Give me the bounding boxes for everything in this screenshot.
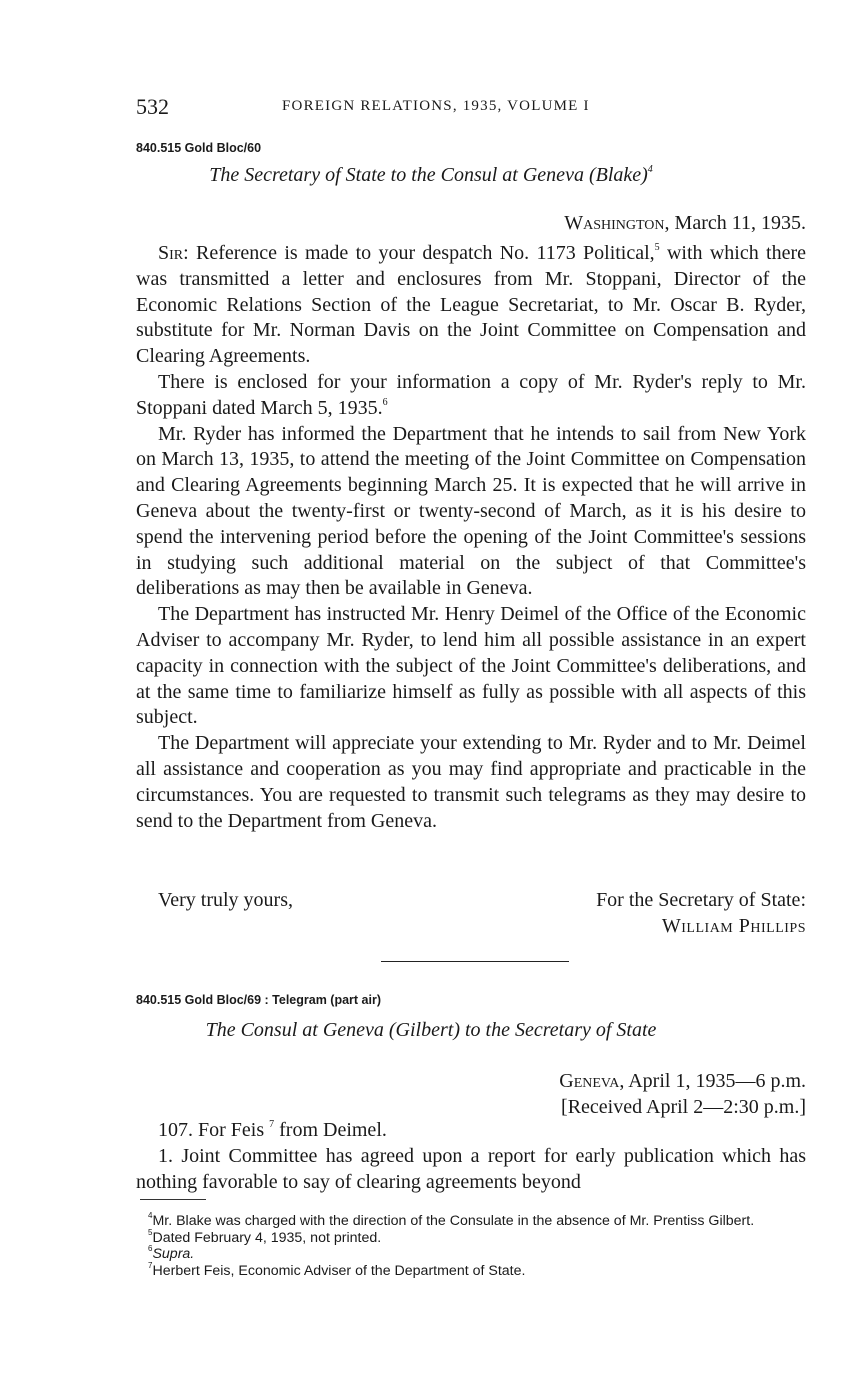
signature: William Phillips: [661, 915, 806, 937]
document-title-1: [0, 164, 862, 187]
dateline-1: [564, 210, 806, 236]
dateline-place-1: Washington: [564, 212, 665, 234]
footnote-4: $^4$Mr. Blake was charged with the direction of the Consulate in the absence of Mr. Prentiss Gilbert.: [148, 1211, 755, 1229]
dateline-date-2: , April 1, 1935—6 p.m.: [619, 1070, 806, 1092]
file-reference-1: 840.515 Gold Bloc/60: [136, 141, 262, 155]
dateline-date-1: , March 11, 1935.: [664, 212, 806, 234]
paragraph-2: There is enclosed for your information a copy of Mr. Ryder's reply to Mr. Stoppani dated March 5, 1935.$^6$: [136, 370, 806, 419]
paragraph-1: Sir: Reference is made to your despatch No. 1173 Political,$^5$ with which there was transmitted a letter and enclosures from Mr. Stoppani, Director of the Economic Relations Section of the League Secretariat, to Mr. Oscar B. Ryder, substitute for Mr. Norman Davis on the Joint Committee on Compensation and Clearing Agreements.: [136, 242, 806, 368]
footnote-ref-6: 6: [382, 397, 388, 409]
salutation: Sir: [158, 242, 184, 264]
paragraph-4: The Department has instructed Mr. Henry Deimel of the Office of the Economic Adviser to accompany Mr. Ryder, to lend him all possible assistance in an expert capacity in connection with the subject of the Joint Committee's deliberations, and at the same time to familiarize himself as fully as possible with all aspects of this subject.: [136, 603, 806, 729]
footnote-6: $^6$Supra.: [148, 1244, 195, 1262]
document-title-1-text: The Secretary of State to the Consul at Geneva (Blake): [209, 164, 648, 186]
dateline-2: [559, 1068, 806, 1120]
paragraph-5: The Department will appreciate your extending to Mr. Ryder and to Mr. Deimel all assistance and cooperation as you may find appropriate and practicable in the circumstances. You are requested to transmit such telegrams as they may desire to send to the Department from Geneva.: [136, 732, 806, 832]
footnote-5: $^5$Dated February 4, 1935, not printed.: [148, 1227, 382, 1246]
telegram-body: [136, 1118, 806, 1195]
file-reference-2: 840.515 Gold Bloc/69 : Telegram (part air): [136, 993, 381, 1007]
footnote-7: $^7$Herbert Feis, Economic Adviser of the Department of State.: [148, 1260, 526, 1279]
received-line: [Received April 2—2:30 p.m.]: [561, 1096, 806, 1118]
telegram-paragraph-1: 1. Joint Committee has agreed upon a report for early publication which has nothing favorable to say of clearing agreements beyond: [136, 1144, 806, 1193]
footnote-ref-5: 5: [654, 242, 660, 254]
running-title: FOREIGN RELATIONS, 1935, VOLUME I: [282, 98, 590, 114]
footnote-ref-7: 7: [269, 1119, 275, 1131]
footnotes: [140, 1213, 810, 1279]
footnote-divider: [140, 1199, 206, 1200]
dateline-place-2: Geneva: [559, 1070, 620, 1092]
document-title-2: The Consul at Geneva (Gilbert) to the Secretary of State: [205, 1019, 657, 1041]
page-number: 532: [136, 94, 169, 119]
letter-body: [136, 241, 806, 834]
dateline-line-2: [559, 1068, 806, 1094]
footnote-ref-4: 4: [647, 164, 653, 176]
page-header: [136, 94, 806, 122]
section-divider: [381, 961, 569, 962]
telegram-line-107: 107. For Feis $^7$ from Deimel.: [158, 1119, 387, 1141]
closing-line: Very truly yours,: [158, 889, 293, 911]
for-secretary-line: For the Secretary of State:: [596, 889, 806, 911]
paragraph-3: Mr. Ryder has informed the Department that he intends to sail from New York on March 13, 1935, to attend the meeting of the Joint Committee on Compensation and Clearing Agreements beginning March 25. It is expected that he will arrive in Geneva about the twenty-first or twenty-second of March, as it is his desire to spend the intervening period before the opening of the Joint Committee's sessions in studying such additional material on the subject of that Committee's deliberations as may then be available in Geneva.: [136, 422, 806, 600]
